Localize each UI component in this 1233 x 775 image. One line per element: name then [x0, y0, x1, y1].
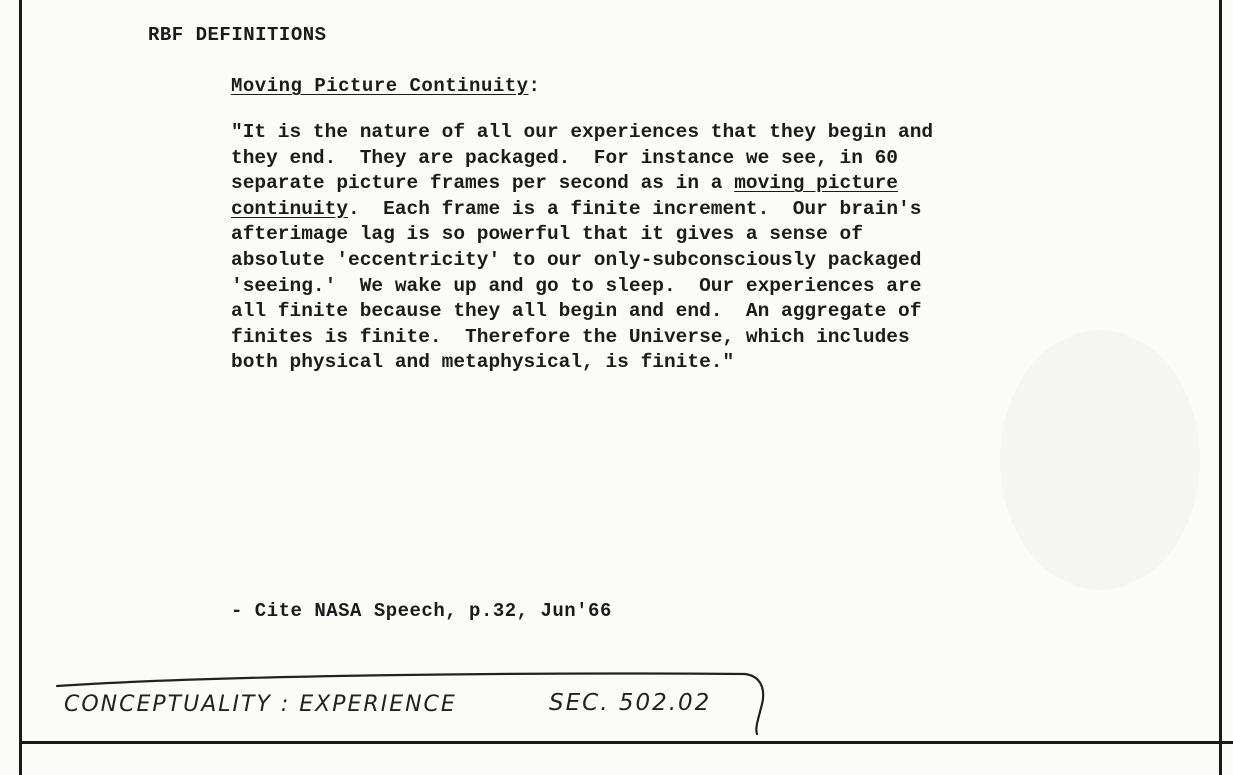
card-header: RBF DEFINITIONS [148, 24, 327, 46]
card-border-left [19, 0, 22, 775]
quote-line-7: 'seeing.' We wake up and go to sleep. Our experiences are [231, 274, 922, 297]
quote-line-6: absolute 'eccentricity' to our only-subconsciously packaged [231, 248, 922, 271]
quote-line-2: they end. They are packaged. For instance we see, in 60 [231, 146, 899, 169]
quote-underline-moving-picture: moving picture [734, 172, 899, 195]
quote-line-9: finites is finite. Therefore the Universe, which includes [231, 325, 910, 348]
quote-line-10: both physical and metaphysical, is finite." [231, 351, 735, 374]
quote-line-1: "It is the nature of all our experiences that they begin and [231, 121, 934, 143]
handwritten-section: SEC. 502.02 [549, 690, 712, 716]
quote-line-8: all finite because they all begin and end. An aggregate of [231, 300, 922, 323]
quote-line-4-rest: . Each frame is a finite increment. Our brain's [348, 197, 922, 220]
quote-underline-continuity: continuity [231, 197, 349, 220]
handwritten-category: CONCEPTUALITY : EXPERIENCE [64, 692, 457, 717]
definition-quote [231, 120, 1111, 376]
definition-term-colon: : [528, 75, 541, 97]
card-border-right [1219, 0, 1222, 775]
definition-term-text: Moving Picture Continuity [231, 75, 529, 97]
quote-line-3: separate picture frames per second as in a [231, 172, 735, 195]
definition-term [231, 75, 540, 97]
card-border-bottom [19, 741, 1233, 744]
quote-line-5: afterimage lag is so powerful that it gives a sense of [231, 223, 863, 246]
citation: - Cite NASA Speech, p.32, Jun'66 [231, 600, 612, 622]
